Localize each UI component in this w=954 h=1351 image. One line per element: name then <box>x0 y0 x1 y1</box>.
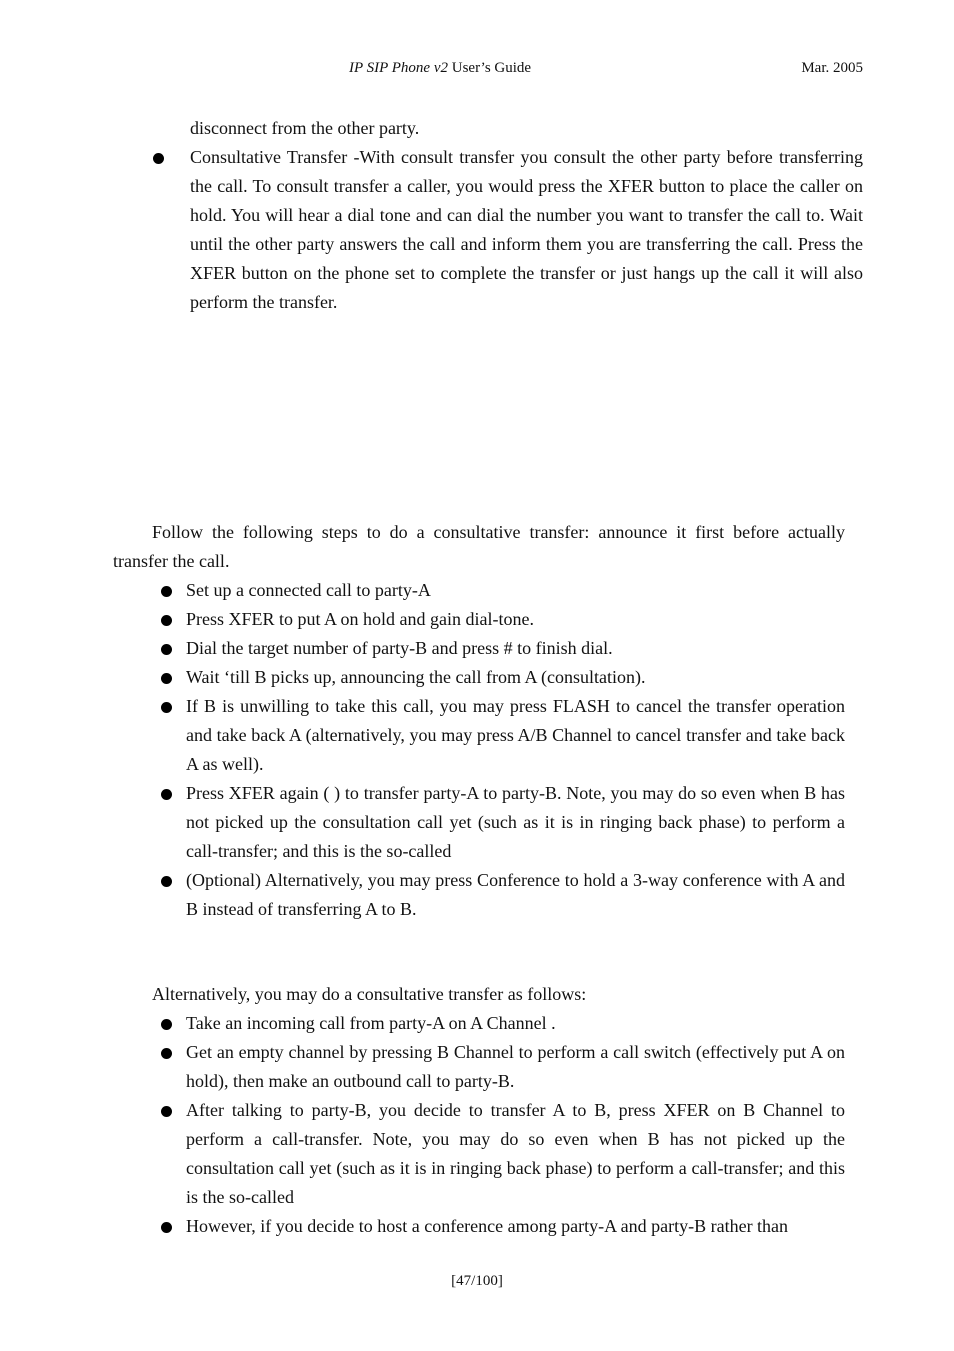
step-text: After talking to party-B, you decide to transfer A to B, press XFER on B Channel to perform a call-transfer. Note, you may do so even when B has not picked up the consultation call yet (such as it is in ringing back phase) to perform a call-transfer; and this is the so-called <box>186 1100 845 1207</box>
page-number: [47/100] <box>451 1273 503 1289</box>
alternative-intro-paragraph: Alternatively, you may do a consultative transfer as follows: <box>152 984 587 1004</box>
bullet-icon <box>161 1222 172 1233</box>
section-transfer-types <box>190 114 863 317</box>
step-text: (Optional) Alternatively, you may press Conference to hold a 3-way conference with A and B instead of transferring A to B. <box>186 870 845 919</box>
section-consultative-steps <box>113 518 845 924</box>
list-item <box>186 1212 845 1241</box>
bullet-icon <box>161 1019 172 1030</box>
running-header-date: Mar. 2005 <box>801 60 863 76</box>
alternative-steps-list <box>186 1009 845 1241</box>
list-item <box>186 634 845 663</box>
bullet-icon <box>161 789 172 800</box>
step-text: Press XFER to put A on hold and gain dial-tone. <box>186 609 534 629</box>
step-text: Dial the target number of party-B and press # to finish dial. <box>186 638 613 658</box>
step-text: Press XFER again ( ) to transfer party-A to party-B. Note, you may do so even when B has not picked up the consultation call yet (such as it is in ringing back phase) to perform a call-transfer; and this is the so-called <box>186 783 845 861</box>
step-text: However, if you decide to host a conference among party-A and party-B rather than <box>186 1216 789 1236</box>
step-text: Set up a connected call to party-A <box>186 580 431 600</box>
bullet-icon <box>161 615 172 626</box>
header-guide-label: User’s Guide <box>448 60 532 76</box>
list-item <box>190 143 863 317</box>
list-item <box>186 779 845 866</box>
transfer-type-list <box>190 143 863 317</box>
list-item <box>186 663 845 692</box>
list-item <box>186 1096 845 1212</box>
step-text: If B is unwilling to take this call, you may press FLASH to cancel the transfer operation and take back A (alternatively, you may press A/B Channel to cancel transfer and take back A as well). <box>186 696 845 774</box>
list-item <box>186 576 845 605</box>
step-text: Take an incoming call from party-A on A Channel . <box>186 1013 556 1033</box>
list-item <box>186 866 845 924</box>
bullet-icon <box>153 153 164 164</box>
list-item <box>186 1038 845 1096</box>
step-text: Get an empty channel by pressing B Channel to perform a call switch (effectively put A on hold), then make an outbound call to party-B. <box>186 1042 845 1091</box>
bullet-icon <box>161 1048 172 1059</box>
step-text: Wait ‘till B picks up, announcing the call from A (consultation). <box>186 667 646 687</box>
continuation-paragraph: disconnect from the other party. <box>190 118 420 138</box>
bullet-icon <box>161 702 172 713</box>
header-product-name: IP SIP Phone v2 <box>349 60 449 76</box>
list-item <box>186 605 845 634</box>
consultative-transfer-text: Consultative Transfer -With consult transfer you consult the other party before transferring the call. To consult transfer a caller, you would press the XFER button to place the caller on hold. You will hear a dial tone and can dial the number you want to transfer the call to. Wait until the other party answers the call and inform them you are transferring the call. Press the XFER button on the phone set to complete the transfer or just hangs up the call it will also perform the transfer. <box>190 147 863 312</box>
consult-steps-list <box>186 576 845 924</box>
bullet-icon <box>161 673 172 684</box>
list-item <box>186 692 845 779</box>
bullet-icon <box>161 1106 172 1117</box>
list-item <box>186 1009 845 1038</box>
bullet-icon <box>161 876 172 887</box>
bullet-icon <box>161 644 172 655</box>
bullet-icon <box>161 586 172 597</box>
section-alternative-steps <box>113 980 845 1241</box>
steps-intro-paragraph: Follow the following steps to do a consultative transfer: announce it first before actually transfer the call. <box>113 522 845 571</box>
running-header-title <box>349 59 531 77</box>
